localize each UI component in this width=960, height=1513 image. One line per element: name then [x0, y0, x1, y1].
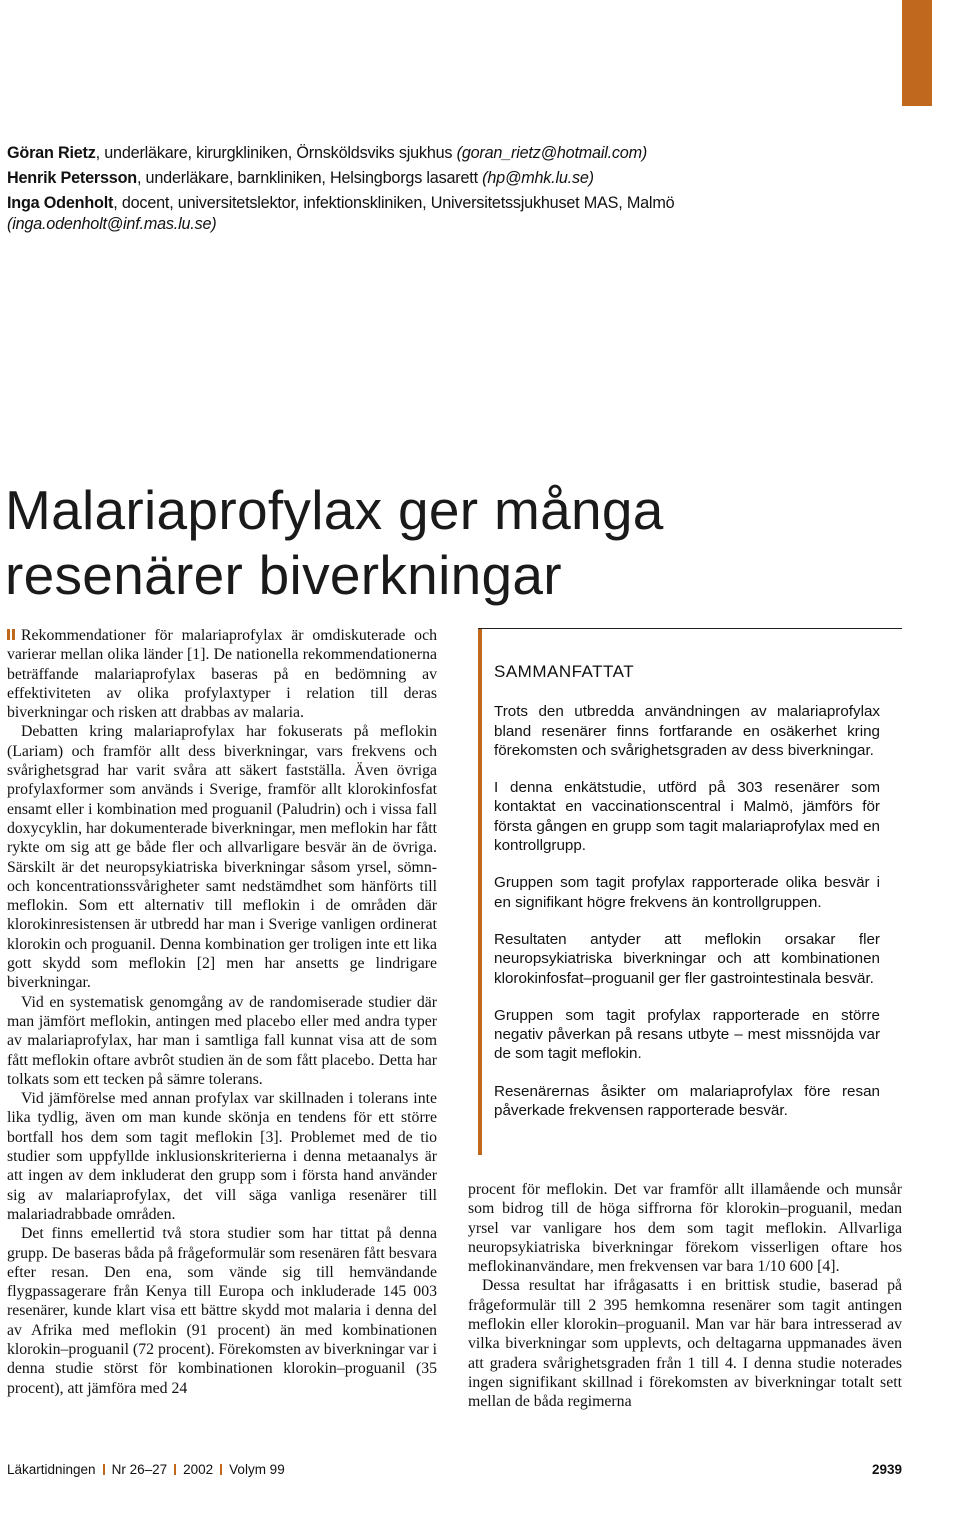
author-entry: [7, 193, 887, 235]
author-email[interactable]: (hp@mhk.lu.se): [482, 169, 594, 187]
footer-separator: [220, 1464, 222, 1475]
author-role: , docent, universitetslektor, infektionskliniken, Universitetssjukhuset MAS, Malmö: [113, 194, 675, 212]
summary-paragraph: Gruppen som tagit profylax rapporterade olika besvär i en signifikant högre frekvens än kontrollgruppen.: [494, 874, 880, 911]
footer-journal: Läkartidningen: [7, 1462, 96, 1477]
headline-line-1: Malariaprofylax ger många: [5, 479, 664, 541]
summary-paragraph: Resenärernas åsikter om malariaprofylax före resan påverkade frekvensen rapporterade besvär.: [494, 1082, 880, 1120]
summary-content: [494, 662, 880, 1138]
author-email[interactable]: (goran_rietz@hotmail.com): [456, 144, 648, 162]
lead-paragraph: [7, 626, 437, 722]
summary-box: [478, 628, 902, 1155]
author-name: Inga Odenholt: [7, 194, 114, 212]
author-entry: [7, 168, 887, 189]
footer-separator: [174, 1464, 176, 1475]
summary-paragraph: Resultaten antyder att meflokin orsakar fler neuropsykiatriska biverkningar och att kombinationen klorokinfosfat–proguanil ger fler gastrointestinala besvär.: [494, 930, 880, 987]
body-paragraph: Vid en systematisk genomgång av de randomiserade studier där man jämfört meflokin, antingen med placebo eller med andra typer av malariaprofylax, har man i samtliga fall kunnat visa att de som fått meflokin oftare avbrôt studien än de som fått placebo. Detta har tolkats som ett tecken på sämre tolerans.: [7, 993, 437, 1088]
summary-paragraph: I denna enkätstudie, utförd på 303 resenärer som kontaktat en vaccinationscentral i Malmö, jämförs för första gången en grupp som tagit malariaprofylax med en kontrollgrupp.: [494, 779, 880, 855]
author-entry: [7, 143, 887, 164]
footer-volume: Volym 99: [229, 1462, 285, 1477]
lead-marker-icon: [12, 629, 15, 640]
page-footer: [7, 1462, 902, 1477]
body-paragraph: procent för meflokin. Det var framför allt illamående och munsår som bidrog till de höga siffrorna för klorokin–proguanil, medan yrsel var vanligare hos dem som tagit meflokin. Allvarliga neuropsykiatriska biverkningar förekom visserligen oftare hos meflokinanvändare, men frekvensen var bara 1/10 600 [4].: [468, 1181, 902, 1276]
body-paragraph: Dessa resultat har ifrågasatts i en brittisk studie, baserad på frågeformulär till 2 395 hemkomna resenärer som tagit antingen meflokin eller klorokin–proguanil. Man var här bara intresserad av vilka biverkningar som upplevts, och deltagarna uppmanades även att gradera svårighetsgraden från 1 till 4. I denna studie noterades ingen signifikant skillnad i förekomsten av biverkningar totalt sett mellan de båda regimerna: [468, 1277, 902, 1411]
body-paragraph: Det finns emellertid två stora studier som har tittat på denna grupp. De baseras båda på frågeformulär som resenären fått besvara efter resan. Den ena, som vände sig till hemvändande flygpassagerare från Kenya till Europa och inkluderade 145 003 resenärer, kunde klart visa ett bättre skydd mot malaria i denna del av Afrika med meflokin (91 procent) än med kombinationen klorokin–proguanil (72 procent). Förekomsten av biverkningar var i denna studie störst för kombinationen klorokin–proguanil (35 procent), att jämföra med 24: [7, 1225, 437, 1397]
left-column: [7, 626, 437, 1398]
footer-issue: Nr 26–27: [111, 1462, 168, 1477]
body-paragraph: Debatten kring malariaprofylax har fokuserats på meflokin (Lariam) och framför allt dess biverkningar, vars frekvens och svårighetsgrad har varit svåra att säkert fastställa. Även övriga profylaxformer som används i Sverige, framför allt klorokinfosfat ensamt eller i kombination med proguanil (Paludrin) och i vissa fall doxycyklin, har dokumenterade biverkningar, men meflokin har fått rykte om sig att ge både fler och allvarligare besvär än de övriga. Särskilt är det neuropsykiatriska biverkningar såsom yrsel, sömn- och koncentrationssvårigheter samt nedstämdhet som hänförts till meflokin. Som ett alternativ till meflokin i de områden där klorokinresistensen är utbredd har man i Sverige vanligen ordinerat klorokin och proguanil. Denna kombination ger troligen inte ett lika gott skydd som meflokin [2] men har ansetts ge lindrigare biverkningar.: [7, 723, 437, 992]
author-name: Göran Rietz: [7, 144, 96, 162]
author-role: , underläkare, kirurgkliniken, Örnsköldsviks sjukhus: [95, 144, 457, 162]
article-headline: [5, 478, 905, 608]
author-list: [7, 143, 887, 239]
author-name: Henrik Petersson: [7, 169, 137, 187]
headline-line-2: resenärer biverkningar: [5, 544, 562, 606]
summary-title: SAMMANFATTAT: [494, 662, 635, 681]
footer-separator: [103, 1464, 105, 1475]
right-column: [468, 1180, 902, 1412]
paragraph-text: Rekommendationer för malariaprofylax är omdiskuterade och varierar mellan olika länder [1]. De nationella rekommendationerna beträffande malariaprofylax baseras på en bedömning av effektiviteten av olika profylaxtyper i relation till deras biverkningar och risken att drabbas av malaria.: [7, 627, 437, 722]
author-email[interactable]: (inga.odenholt@inf.mas.lu.se): [7, 215, 217, 233]
summary-paragraph: Trots den utbredda användningen av malariaprofylax bland resenärer finns fortfarande en osäkerhet kring förekomsten och svårighetsgraden av dess biverkningar.: [494, 703, 880, 759]
summary-accent-rule: [478, 629, 482, 1155]
page-number: 2939: [871, 1462, 902, 1477]
summary-paragraph: Gruppen som tagit profylax rapporterade en större negativ påverkan på resans utbyte – mest missnöjda var de som tagit meflokin.: [494, 1006, 880, 1063]
footer-year: 2002: [183, 1462, 214, 1477]
accent-bar: [902, 0, 932, 106]
lead-marker-icon: [7, 629, 10, 640]
author-role: , underläkare, barnkliniken, Helsingborgs lasarett: [136, 169, 483, 187]
body-paragraph: Vid jämförelse med annan profylax var skillnaden i tolerans inte lika tydlig, även om man kunde skönja en tendens för ett större bortfall hos dem som tagit meflokin [3]. Problemet med de tio studier som uppfyllde inklusionskriterierna i denna metaanalys är att ingen av dem inkluderat den grupp som i första hand använder sig av malariaprofylax, det vill säga vanliga resenärer till malariadrabbade områden.: [7, 1090, 437, 1223]
